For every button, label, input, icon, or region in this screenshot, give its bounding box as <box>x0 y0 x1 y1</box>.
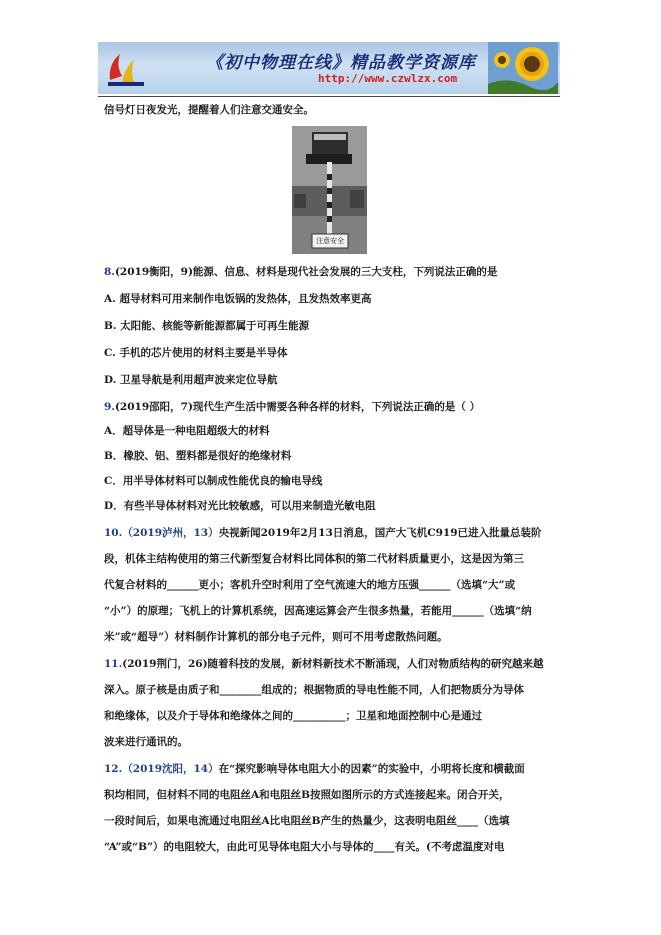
q10-line-5: 米”或“超导”）材料制作计算机的部分电子元件，则可不用考虑散热问题。 <box>104 631 448 643</box>
traffic-light-photo <box>292 126 367 254</box>
q9-option-c: C．用半导体材料可以制成性能优良的输电导线 <box>104 475 323 487</box>
q11-line-2: 深入。原子核是由质子和________组成的；根据物质的导电性能不同，人们把物质分为导体 <box>104 684 524 696</box>
q12-number: 12. <box>104 763 123 775</box>
q8-stem <box>104 265 497 279</box>
sunflower-icon <box>488 42 558 94</box>
q9-option-a: A．超导体是一种电阻超级大的材料 <box>104 425 270 437</box>
q8-stem-text: (2019衡阳，9)能源、信息、材料是现代社会发展的三大支柱，下列说法正确的是 <box>114 266 498 278</box>
q10-line-1 <box>104 526 542 540</box>
q12-line-3: 一段时间后，如果电流通过电阻丝A比电阻丝B产生的热量少，这表明电阻丝____（选填 <box>104 815 510 827</box>
q11-line-4: 波来进行通讯的。 <box>104 736 188 748</box>
q10-line-4: “小”）的原理；飞机上的计算机系统，因高速运算会产生很多热量，若能用______（选填“纳 <box>104 605 532 617</box>
q9-stem-text: (2019邵阳，7)现代生产生活中需要各种各样的材料，下列说法正确的是（ ） <box>114 401 481 413</box>
q9-option-b: B．橡胶、铝、塑料都是很好的绝缘材料 <box>104 450 292 462</box>
q12-line-4: “A”或“B”）的电阻较大，由此可见导体电阻大小与导体的____有关。(不考虑温度对电 <box>104 841 505 853</box>
header-title: 《初中物理在线》精品教学资源库 <box>206 53 476 73</box>
q8-option-c: C. 手机的芯片使用的材料主要是半导体 <box>104 347 288 359</box>
logo-icon <box>104 46 148 90</box>
q8-option-b: B. 太阳能、核能等新能源都属于可再生能源 <box>104 320 310 332</box>
q10-number: 10. <box>104 527 123 539</box>
q10-line-3: 代复合材料的______更小；客机升空时利用了空气流速大的地方压强______（选填“大”或 <box>104 579 516 591</box>
q12-line-1 <box>104 762 525 776</box>
q8-option-a: A. 超导材料可用来制作电饭锅的发热体，且发热效率更高 <box>104 293 372 305</box>
q11-line-3: 和绝缘体，以及介于导体和绝缘体之间的__________；卫星和地面控制中心是通过 <box>104 710 482 722</box>
header-url[interactable]: http://www.czwlzx.com <box>318 72 458 85</box>
photo-sign-text: 注意安全 <box>316 237 344 245</box>
q9-number: 9. <box>104 401 115 413</box>
q11-text-1: (2019荆门，26)随着科技的发展，新材料新技术不断涌现，人们对物质结构的研究越来越 <box>122 658 544 670</box>
q12-source: （2019沈阳，14） <box>122 763 219 775</box>
q10-line-2: 段，机体主结构使用的第三代新型复合材料比同体积的第二代材料质量更小，这是因为第三 <box>104 553 524 565</box>
q10-source: （2019泸州，13） <box>122 527 219 539</box>
q11-number: 11. <box>104 658 123 670</box>
q12-line-2: 积均相同，但材料不同的电阻丝A和电阻丝B按照如图所示的方式连接起来。闭合开关， <box>104 789 510 801</box>
intro-text: 信号灯日夜发光，提醒着人们注意交通安全。 <box>104 104 314 116</box>
q10-text-1: 央视新闻2019年2月13日消息，国产大飞机C919已进入批量总装阶 <box>218 527 542 539</box>
q11-line-1 <box>104 657 544 671</box>
q12-text-1: 在“探究影响导体电阻大小的因素”的实验中，小明将长度和横截面 <box>218 763 525 775</box>
q9-stem <box>104 400 480 414</box>
q8-option-d: D. 卫星导航是利用超声波来定位导航 <box>104 374 278 386</box>
q9-option-d: D．有些半导体材料对光比较敏感，可以用来制造光敏电阻 <box>104 500 376 512</box>
header-divider <box>98 96 560 97</box>
header-banner <box>98 42 560 94</box>
q8-number: 8. <box>104 266 115 278</box>
